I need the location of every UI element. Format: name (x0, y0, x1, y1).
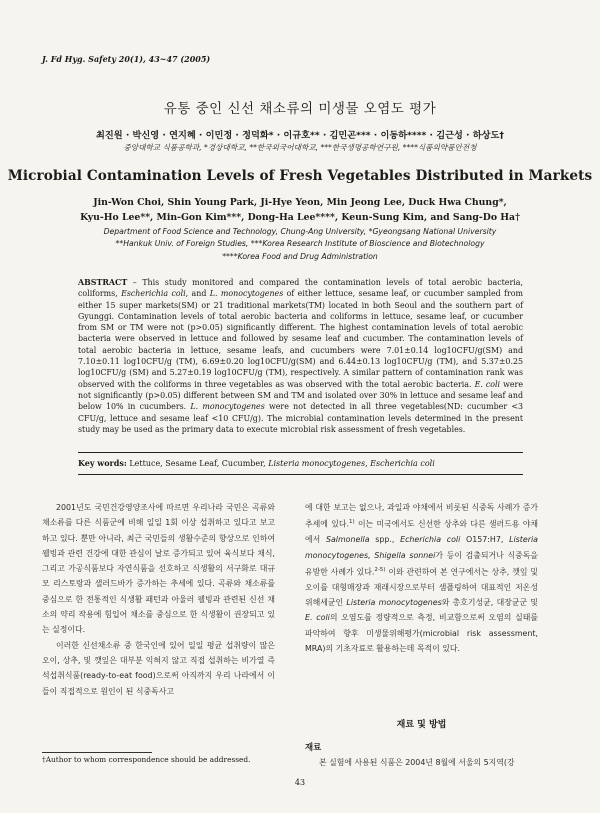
journal-citation: J. Fd Hyg. Safety 20(1), 43~47 (2005) (42, 54, 211, 64)
body-italic: E. coli (305, 613, 330, 623)
abstract (78, 277, 523, 435)
english-title: Microbial Contamination Levels of Fresh Vegetables Distributed in Markets (7, 168, 593, 184)
korean-authors: 최진원 · 박신영 · 연지혜 · 이민정 · 정덕화* · 이규호** · 김민곤*** · 이동하**** · 김근성 · 하상도† (96, 130, 504, 141)
abstract-head: ABSTRACT (78, 278, 128, 287)
body-text: 의 오염도를 정량적으로 측정, 비교함으로써 오염의 실태를 파악하여 향후 미생물위해평가(microbial risk assessment, MRA)의 기초자료로 활용하는데 목적이 있다. (305, 613, 539, 653)
body-italic: Listeria monocytogenes (346, 598, 442, 608)
footnote-rule (42, 752, 152, 753)
body-text: O157:H7, (460, 535, 510, 545)
section-heading-materials-methods: 재료 및 방법 (396, 720, 447, 730)
keywords-italic: Listeria monocytogenes (268, 459, 366, 468)
keywords (78, 452, 523, 475)
abstract-text: – This study monitored and compared the contamination levels of total aerobic bacteria, coliforms, (78, 278, 523, 299)
body-paragraph: 본 실험에 사용된 식품은 2004년 8월에 서울의 5지역(강 (319, 758, 515, 767)
keywords-text: Lettuce, Sesame Leaf, Cucumber, (126, 459, 269, 468)
body-italic: Listeria monocytogenes, Shigella sonnei (305, 535, 538, 560)
body-paragraph: 이러한 신선채소류 중 한국인에 있어 일일 평균 섭취량이 많은 오이, 상추, 및 깻잎은 대부분 익혀지 않고 직접 섭취하는 비가열 즉석섭취식품(ready-to-eat food)으로써 아직까지 우리 나라에서 이들이 직접적으로 원인이 된 식중독사고 (42, 640, 275, 696)
body-italic: Echerichia coli (400, 535, 461, 545)
citation: 2-5) (374, 566, 386, 573)
english-affiliation-line-3: ****Korea Food and Drug Administration (222, 252, 378, 261)
english-authors-line-2: Kyu-Ho Lee**, Min-Gon Kim***, Dong-Ha Lee****, Keun-Sung Kim, and Sang-Do Ha† (80, 212, 520, 223)
body-paragraph (305, 500, 538, 656)
page-number: 43 (294, 778, 306, 787)
body-left-column (42, 500, 275, 699)
body-text: 와 총호기성균, 대장균군 및 (441, 598, 539, 608)
body-text: 가 등이 검출되거나 식중독을 유발한 사례가 있다. (305, 550, 538, 577)
body-right-column (305, 500, 538, 656)
abstract-text: , and (185, 289, 210, 299)
body-text: 에 대한 보고는 없으나, 과일과 야채에서 비롯된 식중독 사례가 증가 추세에 있다. (305, 503, 538, 529)
body-text: spp., (369, 535, 401, 545)
english-authors-line-1: Jin-Won Choi, Shin Young Park, Ji-Hye Yeon, Min Jeong Lee, Duck Hwa Chung*, (93, 197, 507, 208)
body-text: 이와 관련하여 본 연구에서는 상추, 깻잎 및 오이를 대형매장과 재래시장으로부터 샘플링하여 대표적인 저온성 위해세균인 (305, 567, 538, 608)
keywords-head: Key words: (78, 458, 127, 468)
subsection-heading-materials: 재료 (305, 742, 322, 752)
body-text: 이는 미국에서도 신선한 상추와 다른 샐러드용 야채에서 (305, 519, 538, 545)
korean-title: 유통 중인 신선 채소류의 미생물 오염도 평가 (163, 101, 437, 117)
abstract-italic: E. coli (474, 379, 501, 389)
body-italic: Salmonella (325, 535, 370, 545)
korean-affiliation: 중앙대학교 식품공학과, *경상대학교, **한국외국어대학교, ***한국생명공학연구원, ****식품의약품안전청 (123, 143, 477, 152)
citation: 1) (348, 519, 355, 526)
body-paragraph: 2001년도 국민건강영양조사에 따르면 우리나라 국민은 곡류와 채소류를 다른 식품군에 비해 일일 1회 이상 섭취하고 있다고 보고하고 있다. 뿐만 아니라, 최근 국민들의 생활수준의 향상으로 인하여 웰빙과 관련 건강에 대한 관심이 날로 증가되고 있어 육식보다 채식, 그리고 가공식품보다 자연식품을 선호하고 식생활의 서구화로 대규모 리스토랑과 샐러드바가 증가하는 추세에 있다. 곡류와 채소류를 중심으로 한 전통적인 식생활 패턴과 아울러 웰빙과 관련된 신선 채소의 약리 작용에 힘입어 채소를 중심으로 한 식생활이 권장되고 있는 실정이다. (42, 503, 275, 635)
abstract-text: were not significantly (p>0.05) different between SM and TM and isolated over 30% in lettuce and sesame leaf and below 10% in cucumbers. (78, 379, 523, 412)
keywords-text: , (365, 459, 371, 468)
materials-paragraph (305, 755, 538, 770)
abstract-italic: Escherichia coli (121, 289, 186, 299)
abstract-italic: L. monocytogenes (190, 402, 265, 412)
english-affiliation-line-1: Department of Food Science and Technology, Chung-Ang University, *Gyeongsang National University (103, 227, 497, 236)
abstract-text: of either lettuce, sesame leaf, or cucumber sampled from either 15 super markets(SM) or 21 traditional markets(TM) located in both Seoul and the southern part of Gyunggi. Contamination levels of total aerobic bacteria and coliforms in lettuce, sesame leaf, or cucumber from SM or TM were not (p>0.05) significantly different. The highest contamination levels of total aerobic bacteria were observed in lettuce and followed by sesame leaf and cucumber. The contamination levels of total aerobic bacteria in lettuce, sesame leafs, and cucumbers were 7.01±0.14 log10CFU/g(SM) and 7.10±0.11 log10CFU/g (TM), 6.69±0.20 log10CFU/g(SM) and 6.44±0.13 log10CFU/g (TM), and 5.37±0.25 log10CFU/g (SM) and 5.27±0.19 log10CFU/g (TM), respectively. A similar pattern of contamination rank was observed with the coliforms in three vegetables as was observed with the total aerobic bacteria. (78, 289, 523, 389)
abstract-italic: L. monocytogenes (209, 289, 284, 299)
footnote: †Author to whom correspondence should be addressed. (42, 755, 251, 764)
abstract-text: were not detected in all three vegetables(ND: cucumber <3 CFU/g, lettuce and sesame leaf <10 CFU/g). The microbial contamination levels determined in the present study may be used as the primary data to execute microbial risk assessment of fresh vegetables. (78, 402, 523, 434)
keywords-italic: Escherichia coli (370, 459, 435, 468)
english-affiliation-line-2: **Hankuk Univ. of Foreign Studies, ***Korea Research Institute of Bioscience and Biotechnology (115, 239, 485, 248)
